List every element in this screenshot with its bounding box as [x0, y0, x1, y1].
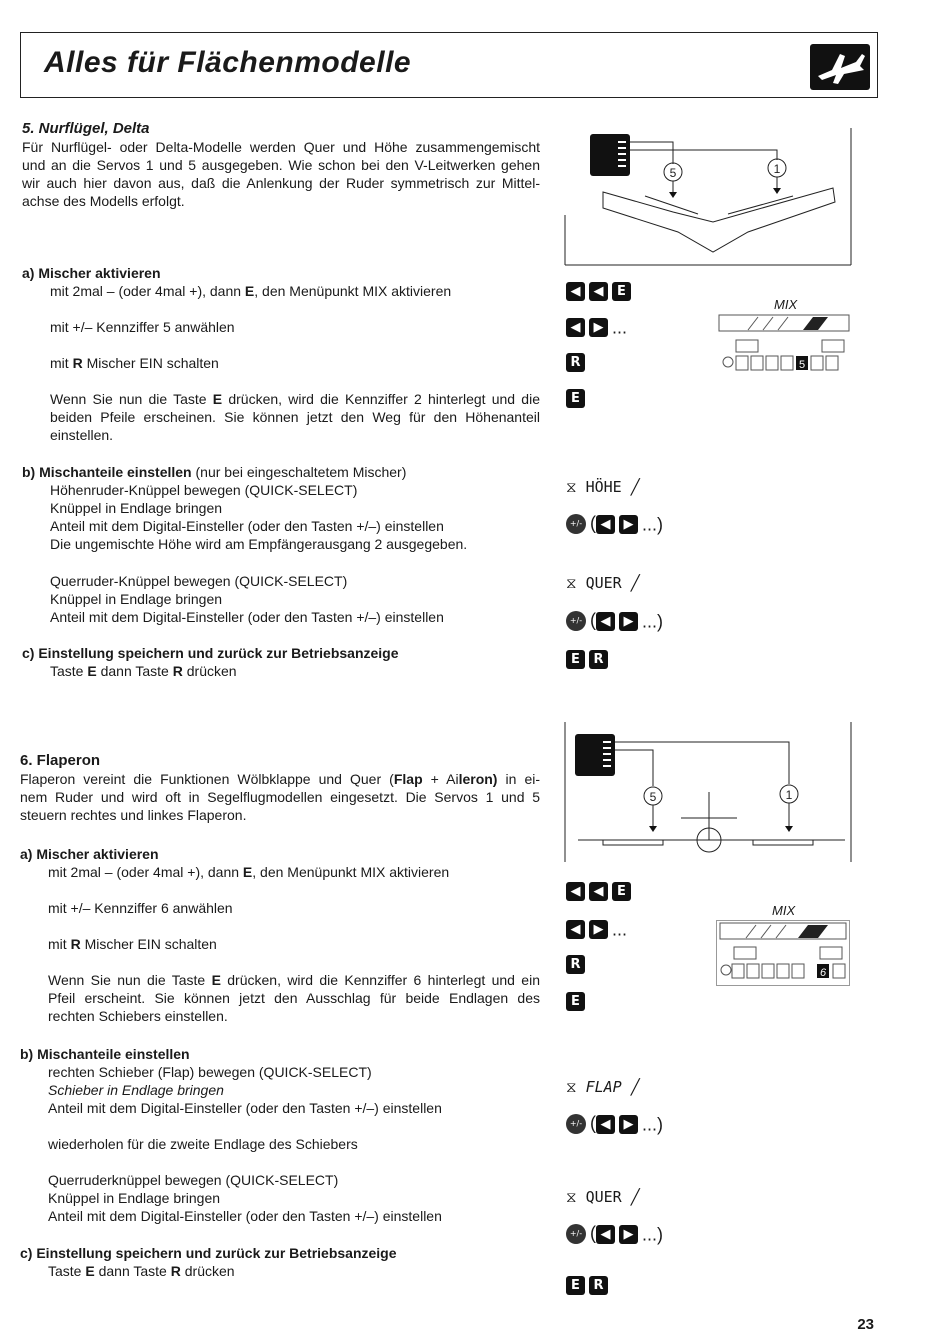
enter-key: E [566, 389, 585, 408]
digital-adjuster-icon: +/- [566, 1114, 586, 1134]
instruction-line: Querruderknüppel bewegen (QUICK-SELECT) [48, 1172, 339, 1188]
instruction-line: Knüppel in Endlage bringen [48, 1190, 221, 1206]
instruction-line: mit +/– Kennziffer 6 anwählen [48, 900, 233, 916]
enter-key: E [566, 992, 585, 1011]
section-5-intro-line: wir auch hier davon aus, daß die Anlenkung der Ruder symmetrisch zur Mittel- [22, 175, 540, 191]
instruction-line: Anteil mit dem Digital-Einsteller (oder den Tasten +/–) einstellen [50, 609, 444, 625]
enter-key: E [612, 882, 631, 901]
key-sequence [566, 880, 635, 901]
servo-5-label: 5 [669, 166, 677, 180]
function-label: ⧖ HÖHE ╱ [566, 478, 640, 496]
delta-wing-diagram [563, 120, 855, 277]
section-6-title: 6. Flaperon [20, 752, 101, 769]
section-5-c-title: c) Einstellung speichern und zurück zur Betriebsanzeige [22, 645, 399, 661]
instruction-line: mit 2mal – (oder 4mal +), dann E, den Menüpunkt MIX aktivieren [48, 864, 450, 880]
minus-key-icon: ◀ [566, 282, 585, 301]
instruction-line: Taste E dann Taste R drücken [50, 663, 237, 679]
stick-icon: ╱ [630, 1078, 640, 1096]
plus-key-icon: ▶ [619, 1115, 638, 1134]
page-title: Alles für Flächenmodelle [44, 46, 412, 79]
mixer-icon: ⧖ [566, 1188, 577, 1206]
stick-icon: ╱ [630, 478, 640, 496]
instruction-line: Schieber in Endlage bringen [48, 1082, 224, 1098]
servo-1-label: 1 [785, 788, 793, 802]
key-sequence [566, 1274, 612, 1295]
reset-key: R [589, 650, 608, 669]
page-number: 23 [857, 1316, 874, 1330]
instruction-line: Anteil mit dem Digital-Einsteller (oder den Tasten +/–) einstellen [48, 1100, 442, 1116]
section-5-intro-line: Für Nurflügel- oder Delta-Modelle werden Quer und Höhe zusammengemischt [22, 139, 540, 155]
minus-key-icon: ◀ [566, 920, 585, 939]
enter-key: E [566, 1276, 585, 1295]
minus-key-icon: ◀ [596, 1225, 615, 1244]
reset-key: R [566, 955, 585, 974]
section-6-a-title: a) Mischer aktivieren [20, 846, 159, 862]
key-sequence: ◀ ▶ ... [566, 918, 627, 939]
instruction-line: mit R Mischer EIN schalten [50, 355, 219, 371]
section-5-title: 5. Nurflügel, Delta [22, 120, 150, 137]
section-5-b-title: b) Mischanteile einstellen (nur bei eingeschaltetem Mischer) [22, 464, 407, 480]
instruction-line: Höhenruder-Knüppel bewegen (QUICK-SELECT) [50, 482, 358, 498]
plus-key-icon: ▶ [619, 612, 638, 631]
digital-adjuster-icon: +/- [566, 1224, 586, 1244]
key-sequence: +/- ( ◀ ▶ ...) [566, 1223, 663, 1244]
instruction-line: Anteil mit dem Digital-Einsteller (oder den Tasten +/–) einstellen [48, 1208, 442, 1224]
minus-key-icon: ◀ [596, 1115, 615, 1134]
stick-icon: ╱ [630, 1188, 640, 1206]
instruction-line: Taste E dann Taste R drücken [48, 1263, 235, 1279]
function-label: ⧖ QUER ╱ [566, 574, 640, 592]
key-sequence: ◀ ▶ ... [566, 316, 627, 337]
instruction-line: Knüppel in Endlage bringen [50, 500, 223, 516]
servo-1-label: 1 [773, 162, 781, 176]
instruction-line: wiederholen für die zweite Endlage des Schiebers [48, 1136, 358, 1152]
instruction-line: einstellen. [50, 427, 114, 443]
enter-key: E [566, 650, 585, 669]
instruction-line: Querruder-Knüppel bewegen (QUICK-SELECT) [50, 573, 348, 589]
section-5-a-title: a) Mischer aktivieren [22, 265, 161, 281]
mixer-digit: 5 [798, 359, 806, 371]
plus-key-icon: ▶ [589, 318, 608, 337]
key-sequence [566, 648, 612, 669]
key-sequence [566, 351, 589, 372]
instruction-line: beiden Pfeile erscheinen. Sie können jetzt den Weg für den Höhenanteil [50, 409, 540, 425]
key-sequence: +/- ( ◀ ▶ ...) [566, 610, 663, 631]
minus-key-icon: ◀ [596, 515, 615, 534]
display-label: MIX [774, 297, 798, 312]
section-6-intro-line: Flaperon vereint die Funktionen Wölbklappe und Quer (Flap + Aileron) in ei- [20, 771, 541, 787]
section-5-intro-line: und an die Servos 1 und 5 ausgegeben. Wie schon bei den V-Leitwerken gehen [22, 157, 540, 173]
minus-key-icon: ◀ [566, 318, 585, 337]
function-label: ⧖ QUER ╱ [566, 1188, 640, 1206]
servo-5-label: 5 [649, 790, 657, 804]
instruction-line: Die ungemischte Höhe wird am Empfängerausgang 2 ausgegeben. [50, 536, 468, 552]
section-5-intro-line: achse des Modells erfolgt. [22, 193, 185, 209]
section-6-intro-line: steuern rechtes und linkes Flaperon. [20, 807, 247, 823]
mixer-icon: ⧖ [566, 478, 577, 496]
key-sequence: +/- ( ◀ ▶ ...) [566, 513, 663, 534]
instruction-line: rechten Schieber (Flap) bewegen (QUICK-SELECT) [48, 1064, 372, 1080]
key-sequence [566, 953, 589, 974]
section-6-intro-line: nem Ruder und wird oft in Segelflugmodellen eingesetzt. Die Servos 1 und 5 [20, 789, 540, 805]
minus-key-icon: ◀ [566, 882, 585, 901]
key-sequence [566, 387, 589, 408]
plus-key-icon: ▶ [619, 515, 638, 534]
flaperon-diagram [563, 722, 853, 872]
display-label: MIX [772, 903, 796, 918]
instruction-line: Knüppel in Endlage bringen [50, 591, 223, 607]
instruction-line: Wenn Sie nun die Taste E drücken, wird die Kennziffer 2 hinterlegt und die [50, 391, 540, 407]
key-sequence: +/- ( ◀ ▶ ...) [566, 1113, 663, 1134]
enter-key: E [612, 282, 631, 301]
section-6-c-title: c) Einstellung speichern und zurück zur Betriebsanzeige [20, 1245, 397, 1261]
instruction-line: mit 2mal – (oder 4mal +), dann E, den Menüpunkt MIX aktivieren [50, 283, 452, 299]
mixer-icon: ⧖ [566, 1078, 577, 1096]
instruction-line: mit +/– Kennziffer 5 anwählen [50, 319, 235, 335]
instruction-line: mit R Mischer EIN schalten [48, 936, 217, 952]
reset-key: R [566, 353, 585, 372]
minus-key-icon: ◀ [589, 882, 608, 901]
digital-adjuster-icon: +/- [566, 514, 586, 534]
plus-key-icon: ▶ [619, 1225, 638, 1244]
instruction-line: Pfeil erscheint. Sie können jetzt den Ausschlag für beide Endlagen des [48, 990, 540, 1006]
function-label: ⧖ FLAP ╱ [566, 1078, 640, 1096]
section-6-b-title: b) Mischanteile einstellen [20, 1046, 190, 1062]
digital-adjuster-icon: +/- [566, 611, 586, 631]
instruction-line: rechten Schiebers einstellen. [48, 1008, 228, 1024]
mixer-icon: ⧖ [566, 574, 577, 592]
key-sequence [566, 990, 589, 1011]
airplane-icon [810, 44, 870, 90]
instruction-line: Wenn Sie nun die Taste E drücken, wird die Kennziffer 6 hinterlegt und ein [48, 972, 540, 988]
key-sequence [566, 280, 635, 301]
minus-key-icon: ◀ [589, 282, 608, 301]
plus-key-icon: ▶ [589, 920, 608, 939]
mixer-digit: 6 [819, 967, 827, 979]
stick-icon: ╱ [630, 574, 640, 592]
reset-key: R [589, 1276, 608, 1295]
minus-key-icon: ◀ [596, 612, 615, 631]
instruction-line: Anteil mit dem Digital-Einsteller (oder den Tasten +/–) einstellen [50, 518, 444, 534]
